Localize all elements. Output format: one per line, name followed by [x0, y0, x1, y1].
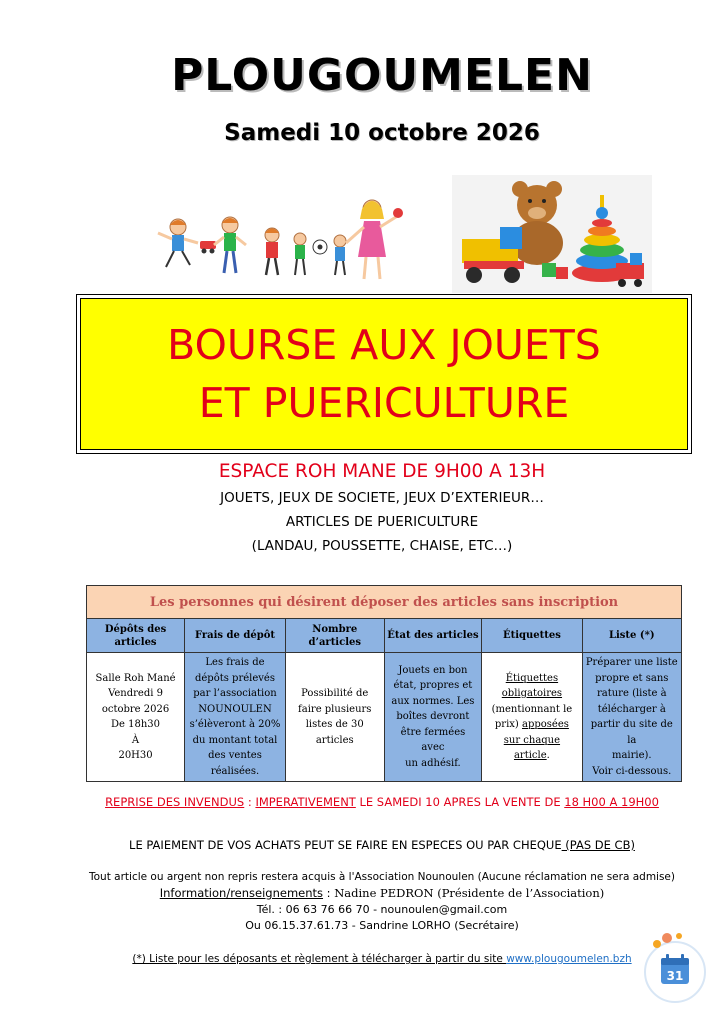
payment-notice: [0, 838, 724, 852]
cell-line: aux normes. Les: [391, 695, 475, 707]
banner-line-1: BOURSE AUX JOUETS: [167, 321, 601, 369]
cell-etiquettes: [482, 653, 582, 782]
cell-line: (mentionnant le: [491, 703, 573, 715]
header-frais: Frais de dépôt: [185, 619, 286, 653]
cell-line: faire plusieurs: [298, 703, 372, 715]
payment-text: LE PAIEMENT DE VOS ACHATS PEUT SE FAIRE EN ESPECES OU PAR CHEQUE: [129, 838, 562, 852]
cell-line: dépôts prélevés: [194, 672, 275, 684]
footnote: [0, 953, 724, 965]
calendar-day: 31: [666, 969, 684, 983]
cell-line: octobre 2026: [101, 703, 170, 715]
cell-line: De 18h30: [111, 719, 161, 730]
cell-line: du montant total: [192, 734, 278, 746]
header-etat: État des articles: [384, 619, 482, 653]
cell-line: un adhésif.: [405, 757, 461, 769]
info-sep: :: [323, 886, 335, 900]
reprise-sep: :: [244, 795, 256, 809]
cell-line: par l’association: [193, 688, 277, 699]
event-date: Samedi 10 octobre 2026: [224, 120, 540, 146]
info-contact: Nadine PEDRON (Présidente de l’Association): [334, 886, 605, 900]
banner-line-2: ET PUERICULTURE: [198, 379, 570, 427]
cell-line: Vendredi 9: [108, 688, 163, 699]
cell-line: être fermées avec: [400, 726, 466, 754]
phone-email-line: Tél. : 06 63 76 66 70 - nounoulen@gmail.com: [256, 903, 508, 916]
header-liste: Liste (*): [582, 619, 681, 653]
event-banner-fill: [80, 298, 688, 450]
cell-line: apposées: [522, 719, 569, 730]
footnote-text: (*) Liste pour les déposants et règlement à télécharger à partir du site: [132, 953, 507, 965]
cell-line: NOUNOULEN: [198, 703, 272, 715]
cell-line: état, propres et: [393, 680, 473, 692]
cell-line: Les frais de: [205, 657, 265, 668]
cell-line: 20H30: [118, 750, 153, 761]
cell-line: mairie).: [611, 750, 652, 761]
header-etiquettes: Étiquettes: [482, 619, 582, 653]
cell-line: Jouets en bon: [398, 664, 468, 676]
unsold-pickup-notice: [0, 795, 724, 809]
reprise-imperatif: IMPERATIVEMENT: [255, 795, 356, 809]
cell-nombre: [285, 653, 384, 782]
cell-line: Salle Roh Mané: [95, 672, 176, 684]
cell-line: réalisées.: [210, 765, 260, 777]
info-label: Information/renseignements: [159, 886, 324, 900]
cell-line: partir du site de la: [590, 719, 673, 746]
table-row: [87, 653, 682, 782]
town-title: PLOUGOUMELEN: [171, 50, 593, 101]
cell-line: obligatoires: [501, 688, 563, 699]
cell-frais: [185, 653, 286, 782]
venue-hours: ESPACE ROH MANE DE 9H00 A 13H: [218, 461, 546, 482]
unclaimed-notice: Tout article ou argent non repris restera acquis à l'Association Nounoulen (Aucune réclamation ne sera admise): [89, 871, 675, 883]
payment-no-card: (PAS DE CB): [561, 838, 635, 852]
info-line: [0, 886, 724, 900]
items-line-1: JOUETS, JEUX DE SOCIETE, JEUX D’EXTERIEUR…: [220, 490, 544, 506]
cell-line: propre et sans: [595, 672, 669, 684]
cell-line: Préparer une liste: [585, 657, 678, 668]
cell-line: s’élèveront à 20%: [189, 719, 281, 730]
cell-line: boîtes devront: [396, 711, 470, 723]
cell-etat: [384, 653, 482, 782]
table-header-row: [87, 619, 682, 653]
table-title: Les personnes qui désirent déposer des articles sans inscription: [87, 586, 682, 619]
cell-depots: [87, 653, 185, 782]
cell-line: articles: [315, 734, 354, 746]
items-line-2: ARTICLES DE PUERICULTURE: [285, 514, 479, 530]
cell-liste: [582, 653, 681, 782]
children-illustration: [150, 195, 410, 285]
cell-line: À: [131, 734, 140, 746]
cell-line: listes de 30: [305, 719, 364, 730]
cell-line: télécharger à: [597, 703, 666, 715]
cell-line: .: [546, 750, 550, 761]
cell-line: des ventes: [208, 750, 262, 761]
cell-line: Possibilité de: [301, 688, 369, 699]
deposit-info-table: [86, 585, 682, 782]
header-depots: Dépôts des articles: [87, 619, 185, 653]
cell-line: Voir ci-dessous.: [592, 765, 672, 777]
alt-contact-line: Ou 06.15.37.61.73 - Sandrine LORHO (Secrétaire): [245, 919, 519, 932]
website-link[interactable]: www.plougoumelen.bzh: [506, 953, 632, 965]
cell-line: prix): [494, 719, 523, 730]
cell-line: rature (liste à: [596, 688, 667, 699]
reprise-text: LE SAMEDI 10 APRES LA VENTE DE: [355, 795, 565, 809]
table-title-row: [87, 586, 682, 619]
calendar-icon[interactable]: [639, 930, 709, 1006]
event-banner: [76, 294, 692, 454]
cell-line: Étiquettes: [505, 672, 559, 684]
toys-photo: [452, 175, 652, 293]
items-line-3: (LANDAU, POUSSETTE, CHAISE, ETC…): [251, 538, 513, 554]
reprise-label: REPRISE DES INVENDUS: [105, 795, 245, 809]
reprise-hours: 18 H00 A 19H00: [564, 795, 659, 809]
cell-line: sur chaque article: [503, 734, 561, 761]
header-nombre: Nombre d’articles: [285, 619, 384, 653]
